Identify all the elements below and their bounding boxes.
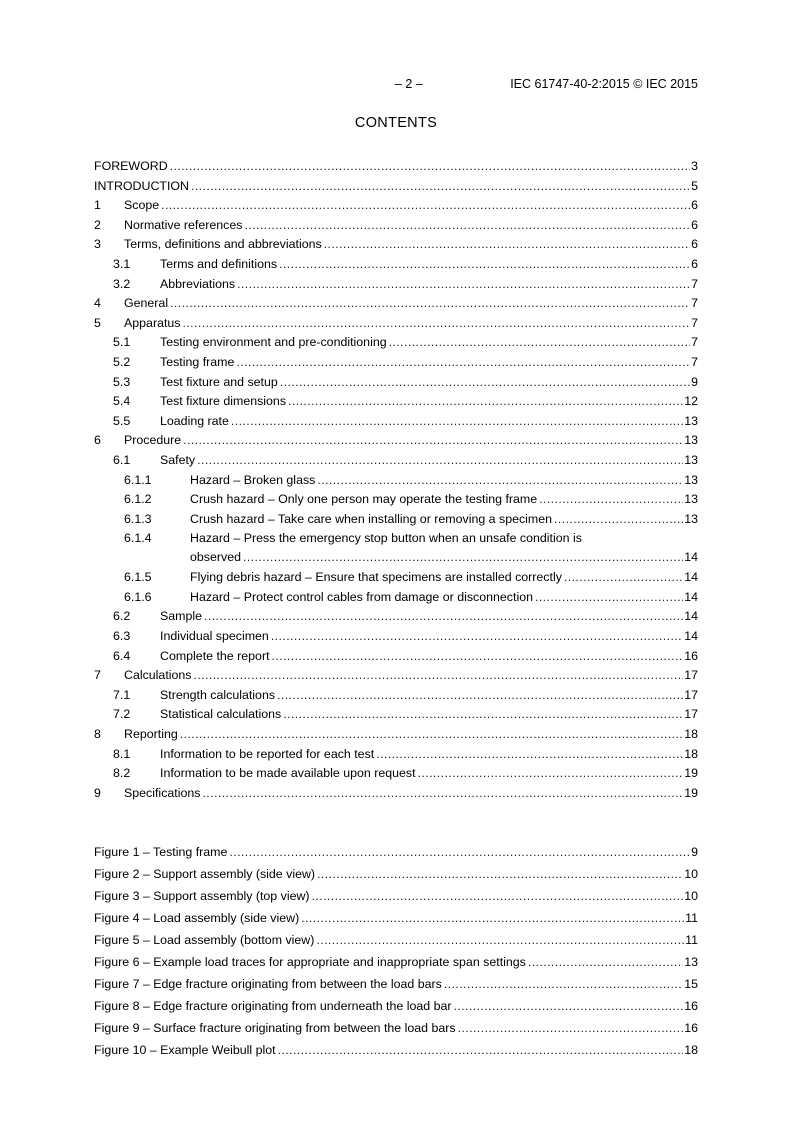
toc-entry-title: Loading rate (160, 413, 229, 428)
dot-leader (183, 431, 683, 449)
toc-section-number: 3 (94, 237, 101, 252)
dot-leader (458, 1019, 684, 1037)
toc-section-number: 5.1 (113, 335, 131, 350)
toc-page-number[interactable]: 12 (684, 394, 698, 409)
dot-leader (564, 568, 683, 586)
toc-page-number[interactable]: 14 (684, 589, 698, 604)
toc-row[interactable] (94, 686, 698, 706)
toc-page-number[interactable]: 14 (684, 609, 698, 624)
toc-section-number: 6.3 (113, 629, 131, 644)
toc-entry-title: Test fixture and setup (160, 374, 278, 389)
dot-leader (539, 490, 683, 508)
dot-leader (280, 373, 690, 391)
toc-row[interactable] (94, 255, 698, 275)
toc-entry-title: Hazard – Broken glass (190, 472, 316, 487)
toc-page-number[interactable]: 14 (684, 629, 698, 644)
toc-section-number: 3.1 (113, 256, 131, 271)
toc-page-number[interactable]: 13 (684, 955, 698, 969)
toc-entry-title: Figure 4 – Load assembly (side view) (94, 911, 300, 925)
toc-row[interactable] (94, 216, 698, 236)
toc-page-number[interactable]: 10 (684, 867, 698, 881)
toc-row[interactable] (94, 412, 698, 432)
dot-leader (161, 196, 690, 214)
dot-leader (444, 975, 683, 993)
toc-entry-title: Individual specimen (160, 629, 269, 644)
toc-section-number: 6.1.6 (124, 589, 152, 604)
toc-page-number[interactable]: 9 (691, 374, 698, 389)
toc-entry-title: Test fixture dimensions (160, 394, 287, 409)
page-title: CONTENTS (354, 115, 438, 131)
toc-row[interactable] (94, 333, 698, 353)
toc-entry-title: Information to be made available upon request (160, 766, 416, 781)
toc-entry-title: Sample (160, 609, 203, 624)
toc-section-number: 8 (94, 727, 101, 742)
toc-entry-title: Figure 9 – Surface fracture originating from between the load bars (94, 1021, 456, 1035)
toc-page-number[interactable]: 6 (691, 256, 698, 271)
toc-row[interactable] (94, 764, 698, 784)
toc-row[interactable] (94, 568, 698, 588)
dot-leader (528, 953, 683, 971)
toc-row[interactable] (94, 705, 698, 725)
toc-row[interactable] (94, 177, 698, 197)
toc-section-number: 6.1.2 (124, 492, 152, 507)
dot-leader (236, 353, 690, 371)
toc-section-number: 2 (94, 217, 101, 232)
toc-page-number[interactable]: 10 (684, 889, 698, 903)
toc-row[interactable] (94, 510, 698, 530)
dot-leader (231, 412, 683, 430)
toc-entry-title: Safety (160, 452, 196, 467)
toc-section-number: 9 (94, 785, 101, 800)
toc-entry-title: Terms and definitions (160, 256, 278, 271)
dot-leader (288, 392, 683, 410)
toc-section-number: 4 (94, 296, 101, 311)
toc-section-number: 6.2 (113, 609, 131, 624)
toc-section-number: 7.2 (113, 707, 131, 722)
toc-entry-title: General (124, 296, 169, 311)
dot-leader (229, 843, 690, 861)
dot-leader (389, 333, 690, 351)
toc-page-number[interactable]: 13 (684, 433, 698, 448)
dot-leader (317, 865, 683, 883)
toc-row[interactable] (94, 275, 698, 295)
toc-page-number[interactable]: 11 (685, 911, 698, 925)
toc-entry-title: Flying debris hazard – Ensure that specimens are installed correctly (190, 570, 562, 585)
toc-entry-title: Information to be reported for each test (160, 746, 375, 761)
toc-page-number[interactable]: 16 (684, 1021, 698, 1035)
toc-entry-title: Hazard – Press the emergency stop button when an unsafe condition is (190, 531, 582, 546)
toc-page-number[interactable]: 7 (691, 296, 698, 311)
dot-leader (204, 607, 683, 625)
figure-row[interactable] (94, 887, 698, 909)
toc-page-number[interactable]: 19 (684, 766, 698, 781)
toc-row[interactable] (94, 157, 698, 177)
toc-entry-title: Crush hazard – Only one person may operate the testing frame (190, 492, 538, 507)
toc-row[interactable] (94, 490, 698, 510)
toc-row[interactable] (94, 784, 698, 804)
toc-page-number[interactable]: 17 (684, 687, 698, 702)
toc-entry-title: Specifications (124, 785, 201, 800)
toc-entry-title: Crush hazard – Take care when installing or removing a specimen (190, 511, 553, 526)
dot-leader (279, 255, 690, 273)
figure-row[interactable] (94, 953, 698, 975)
dot-leader (316, 931, 684, 949)
toc-page-number[interactable]: 3 (691, 159, 698, 173)
dot-leader (418, 764, 684, 782)
toc-entry-title: Figure 1 – Testing frame (94, 845, 228, 859)
dot-leader (191, 177, 690, 195)
toc-row[interactable] (94, 353, 698, 373)
dot-leader (271, 627, 683, 645)
toc-section-number: 5.3 (113, 374, 131, 389)
toc-page-number[interactable]: 13 (684, 472, 698, 487)
toc-page-number[interactable]: 18 (684, 1043, 698, 1057)
toc-page-number[interactable]: 18 (684, 727, 698, 742)
figure-row[interactable] (94, 1041, 698, 1063)
toc-row[interactable] (94, 373, 698, 393)
toc-page-number[interactable]: 13 (684, 413, 698, 428)
toc-entry-title: Figure 3 – Support assembly (top view) (94, 889, 310, 903)
dot-leader (324, 235, 690, 253)
dot-leader (180, 725, 683, 743)
toc-entry-title: Testing frame (160, 354, 235, 369)
toc-row[interactable] (94, 431, 698, 451)
dot-leader (278, 1041, 684, 1059)
dot-leader (244, 216, 690, 234)
toc-page-number[interactable]: 14 (684, 570, 698, 585)
toc-page-number[interactable]: 9 (691, 845, 698, 859)
dot-leader (283, 705, 683, 723)
toc-row[interactable] (94, 235, 698, 255)
toc-section-number: 6 (94, 433, 101, 448)
toc-entry-title: Figure 10 – Example Weibull plot (94, 1043, 276, 1057)
toc-page-number[interactable]: 14 (684, 550, 698, 565)
toc-section-number: 6.1.5 (124, 570, 152, 585)
dot-leader (170, 157, 690, 175)
toc-page-number[interactable]: 7 (691, 315, 698, 330)
toc-entry-title: Figure 7 – Edge fracture originating from between the load bars (94, 977, 442, 991)
toc-section-number: 5.4 (113, 394, 131, 409)
toc-page-number[interactable]: 7 (691, 335, 698, 350)
dot-leader (272, 647, 684, 665)
toc-entry-title: Strength calculations (160, 687, 276, 702)
toc-entry-title: Scope (124, 198, 160, 213)
page-number: – 2 – (395, 77, 423, 91)
toc-row[interactable] (94, 588, 698, 608)
toc-row[interactable] (94, 607, 698, 627)
toc-section-number: 5.5 (113, 413, 131, 428)
figure-row[interactable] (94, 975, 698, 997)
figure-row[interactable] (94, 909, 698, 931)
toc-entry-title: INTRODUCTION (94, 178, 189, 193)
figure-row[interactable] (94, 1019, 698, 1041)
toc-page-number[interactable]: 7 (691, 276, 698, 291)
toc-entry-title: Hazard – Protect control cables from damage or disconnection (190, 589, 533, 604)
toc-page-number[interactable]: 19 (684, 785, 698, 800)
toc-page-number[interactable]: 7 (691, 354, 698, 369)
toc-section-number: 6.1.4 (124, 531, 152, 546)
toc-section-number: 8.2 (113, 766, 131, 781)
dot-leader (554, 510, 683, 528)
toc-section-number: 6.1.1 (124, 472, 152, 487)
toc-section-number: 1 (94, 198, 101, 213)
dot-leader (202, 784, 683, 802)
toc-section-number: 7 (94, 668, 101, 683)
toc-row[interactable] (94, 314, 698, 334)
dot-leader (301, 909, 684, 927)
toc-section-number: 3.2 (113, 276, 131, 291)
toc-entry-title: Testing environment and pre-conditioning (160, 335, 387, 350)
toc-row[interactable] (94, 451, 698, 471)
toc-page-number[interactable]: 13 (684, 452, 698, 467)
toc-entry-title: Figure 8 – Edge fracture originating from underneath the load bar (94, 999, 452, 1013)
figure-row[interactable] (94, 843, 698, 865)
toc-section-number: 6.1 (113, 452, 131, 467)
toc-entry-title: Calculations (124, 668, 192, 683)
dot-leader (277, 686, 683, 704)
toc-row[interactable] (94, 666, 698, 686)
toc-section-number: 5 (94, 315, 101, 330)
table-of-contents (94, 157, 698, 803)
toc-row[interactable] (94, 627, 698, 647)
toc-entry-title: observed (190, 550, 241, 565)
toc-entry-title: Figure 5 – Load assembly (bottom view) (94, 933, 315, 947)
toc-page-number[interactable]: 11 (685, 933, 698, 947)
dot-leader (194, 666, 684, 684)
toc-page-number[interactable]: 16 (684, 999, 698, 1013)
toc-entry-title: Apparatus (124, 315, 181, 330)
figure-row[interactable] (94, 931, 698, 953)
dot-leader (535, 588, 683, 606)
toc-row[interactable] (94, 745, 698, 765)
toc-row[interactable] (94, 647, 698, 667)
dot-leader (453, 997, 683, 1015)
dot-leader (170, 294, 690, 312)
toc-section-number: 6.4 (113, 648, 131, 663)
toc-section-number: 5.2 (113, 354, 131, 369)
dot-leader (317, 471, 683, 489)
toc-entry-title: Normative references (124, 217, 243, 232)
toc-page-number[interactable]: 13 (684, 511, 698, 526)
toc-page-number[interactable]: 5 (691, 178, 698, 193)
toc-page-number[interactable]: 17 (684, 707, 698, 722)
toc-section-number: 6.1.3 (124, 511, 152, 526)
toc-page-number[interactable]: 17 (684, 668, 698, 683)
toc-row[interactable] (94, 529, 698, 568)
toc-entry-title: Terms, definitions and abbreviations (124, 237, 322, 252)
dot-leader (312, 887, 684, 905)
dot-leader (197, 451, 683, 469)
toc-entry-title: FOREWORD (94, 159, 168, 173)
toc-page-number[interactable]: 6 (691, 198, 698, 213)
standard-reference: IEC 61747-40-2:2015 © IEC 2015 (510, 77, 698, 91)
toc-entry-title: Figure 2 – Support assembly (side view) (94, 867, 316, 881)
toc-page-number[interactable]: 6 (691, 217, 698, 232)
toc-page-number[interactable]: 13 (684, 492, 698, 507)
page-header (94, 76, 698, 92)
dot-leader (376, 745, 683, 763)
dot-leader (243, 548, 683, 566)
list-of-figures (94, 843, 698, 1063)
dot-leader (182, 314, 690, 332)
toc-row[interactable] (94, 725, 698, 745)
toc-entry-title: Abbreviations (160, 276, 236, 291)
toc-row[interactable] (94, 392, 698, 412)
toc-section-number: 7.1 (113, 687, 131, 702)
toc-page-number[interactable]: 16 (684, 648, 698, 663)
toc-row[interactable] (94, 294, 698, 314)
toc-entry-title: Figure 6 – Example load traces for appropriate and inappropriate span settings (94, 955, 526, 969)
toc-page-number[interactable]: 18 (684, 746, 698, 761)
toc-page-number[interactable]: 6 (691, 237, 698, 252)
toc-entry-title: Procedure (124, 433, 182, 448)
toc-page-number[interactable]: 15 (684, 977, 698, 991)
toc-row[interactable] (94, 471, 698, 491)
figure-row[interactable] (94, 997, 698, 1019)
figure-row[interactable] (94, 865, 698, 887)
toc-entry-title: Statistical calculations (160, 707, 282, 722)
toc-row[interactable] (94, 196, 698, 216)
toc-entry-title: Reporting (124, 727, 178, 742)
toc-entry-title: Complete the report (160, 648, 270, 663)
toc-section-number: 8.1 (113, 746, 131, 761)
dot-leader (237, 275, 690, 293)
